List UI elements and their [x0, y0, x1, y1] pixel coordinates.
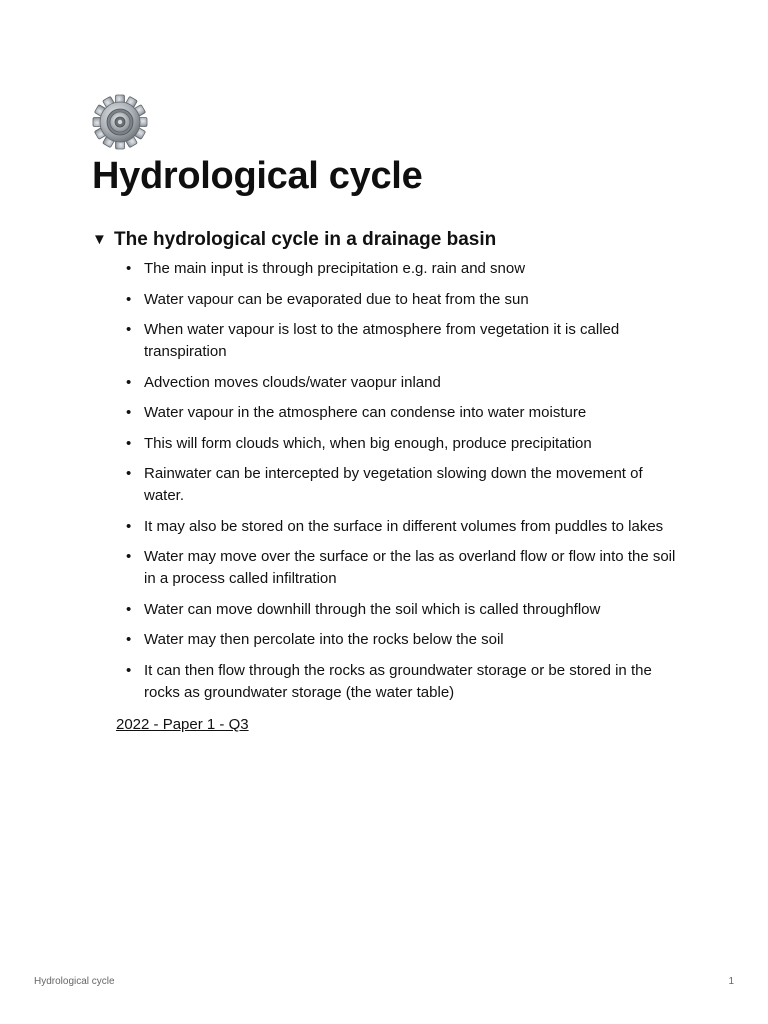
toggle-arrow-icon[interactable]: ▼: [92, 231, 107, 248]
bullet-icon: •: [126, 600, 132, 618]
bullet-icon: •: [126, 517, 132, 535]
list-item: [126, 289, 684, 311]
footer-page-number: 1: [728, 976, 734, 987]
list-item-text: Rainwater can be intercepted by vegetation slowing down the movement of water.: [144, 465, 643, 504]
list-item-text: Water vapour in the atmosphere can condense into water moisture: [144, 404, 587, 421]
paper-link[interactable]: 2022 - Paper 1 - Q3: [116, 716, 249, 733]
list-item: [126, 660, 684, 704]
list-item: [126, 319, 684, 363]
footer-title: Hydrological cycle: [34, 976, 115, 987]
bullet-icon: •: [126, 290, 132, 308]
list-item: [126, 546, 684, 590]
list-item: [126, 372, 684, 394]
list-item-text: It can then flow through the rocks as groundwater storage or be stored in the rocks as groundwater storage (the water table): [144, 661, 652, 701]
list-item: [126, 463, 684, 507]
list-item-text: The main input is through precipitation e.g. rain and snow: [144, 260, 526, 277]
bullet-icon: •: [126, 631, 132, 648]
list-item-text: Water vapour can be evaporated due to heat from the sun: [144, 290, 529, 308]
bullet-icon: •: [126, 661, 132, 679]
list-item: [126, 402, 684, 424]
list-item: [126, 258, 684, 280]
toggle-header[interactable]: [92, 226, 692, 254]
bullet-icon: •: [126, 434, 132, 452]
bullet-icon: •: [126, 260, 132, 277]
bullet-icon: •: [126, 548, 132, 565]
bullet-icon: •: [126, 465, 132, 482]
list-item-text: It may also be stored on the surface in different volumes from puddles to lakes: [144, 517, 664, 535]
bullet-icon: •: [126, 404, 132, 421]
gear-icon: [92, 94, 148, 150]
toggle-title: The hydrological cycle in a drainage basin: [114, 229, 497, 250]
list-item-text: Water can move downhill through the soil which is called throughflow: [144, 600, 601, 618]
list-item: [126, 433, 684, 455]
bullet-icon: •: [126, 373, 132, 391]
list-item-text: This will form clouds which, when big enough, produce precipitation: [144, 434, 592, 452]
list-item-text: When water vapour is lost to the atmosphere from vegetation it is called transpiration: [144, 321, 620, 360]
list-item-text: Water may then percolate into the rocks below the soil: [144, 631, 504, 648]
list-item: [126, 629, 684, 651]
page-title: Hydrological cycle: [92, 155, 423, 197]
toggle-block: [92, 226, 692, 736]
list-item: [126, 599, 684, 621]
bullet-icon: •: [126, 321, 132, 338]
list-item-text: Advection moves clouds/water vaopur inland: [144, 373, 441, 391]
list-item-text: Water may move over the surface or the las as overland flow or flow into the soil in a process called infiltration: [144, 548, 676, 587]
bullet-list: [92, 258, 692, 704]
list-item: [126, 516, 684, 538]
